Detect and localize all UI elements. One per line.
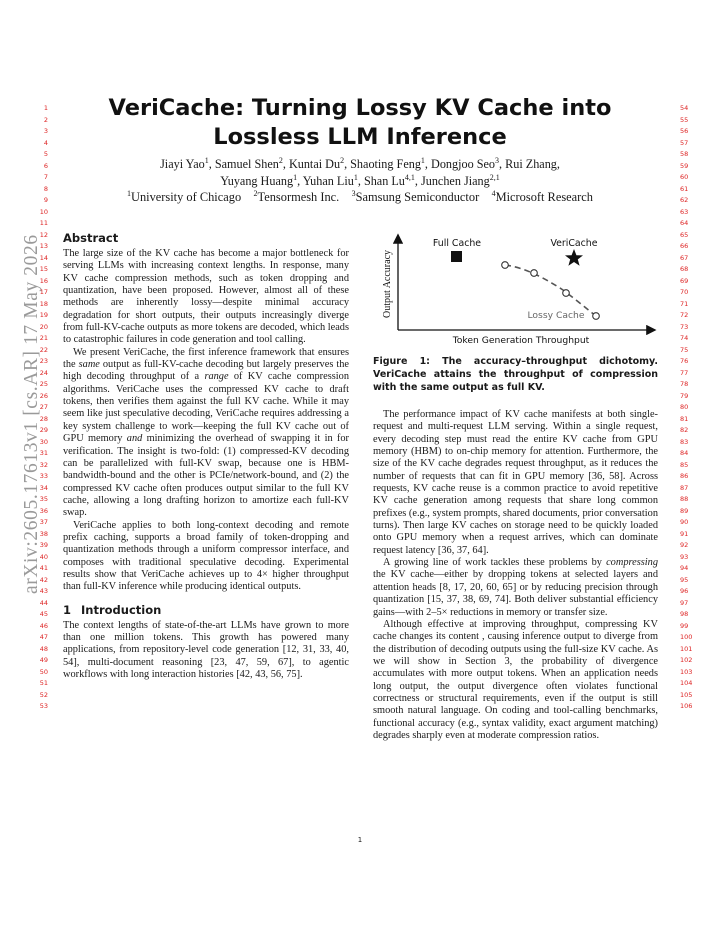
line-number: 31 [39,449,48,457]
line-number: 27 [39,403,48,411]
lossy-point-4 [593,313,600,320]
line-number: 53 [39,702,48,710]
section-title: Introduction [81,602,162,617]
line-number: 33 [39,472,48,480]
line-number: 37 [39,518,48,526]
abstract-p2-segment: minimizing the overhead of swapping it in for verification. The insight is two-fold: (1) compressed-KV decoding can be parallelized with full-KV swap, because one is HBM-bandwidth-bound and the other is PCIe/network-bound, and (2) the compressed KV cache often produces output similar to the full KV cache, allowing a long drafting horizon to amortize each full-KV swap. [63,433,349,519]
line-number: 90 [680,518,689,526]
author-affiliation-mark: 4,1 [404,172,415,182]
line-number: 88 [680,495,689,503]
affiliation-mark: 3 [351,189,356,199]
line-number: 70 [680,288,689,296]
line-number: 13 [39,242,48,250]
line-number: 21 [39,334,48,342]
author-name: Samuel Shen [214,157,279,171]
author-name: Yuyang Huang [220,173,294,188]
author-name: Dongjoo Seo [431,157,495,171]
line-number: 26 [39,391,48,400]
section-number: 1 [63,602,72,617]
line-number: 89 [680,506,689,515]
author-affiliation-mark: 1 [420,155,425,165]
lossy-point-3 [563,290,570,297]
line-number: 38 [39,529,48,538]
author-name: Shan Lu [363,173,405,188]
abstract-p2-segment: We present VeriCache, the first inference framework that ensures the [63,346,349,371]
author-affiliation-mark: 2,1 [489,172,500,182]
abstract-p2-segment: range [204,371,229,383]
line-numbers-left [28,103,48,713]
line-number: 42 [39,575,48,584]
line-number: 73 [680,322,689,331]
line-number: 82 [680,426,689,434]
intro-paragraph-3 [373,557,658,619]
arxiv-stamp: arXiv:2605.17613v1 [cs.AR] 17 May 2026 [21,234,42,594]
line-number: 9 [43,196,48,204]
line-number: 51 [39,679,48,687]
line-number: 1 [43,104,48,112]
line-number: 65 [680,230,689,239]
line-number: 67 [680,253,689,262]
line-number: 40 [39,552,48,561]
line-number: 46 [39,621,48,630]
line-number: 101 [680,644,693,653]
author-name: Kuntai Du [288,157,341,171]
abstract-paragraph-3: VeriCache applies to both long-context decoding and remote prefix caching, supports a broad family of token-dropping and quantization methods through a uniform compressor interface, and composes with traditional speculative decoding. Experimental results show that VeriCache achieves up to 4× higher throughput than full-KV inference while producing identical outputs. [63,519,349,593]
figure-accuracy-throughput [375,232,660,348]
abstract-paragraph-2 [63,347,349,520]
line-number: 12 [39,230,48,239]
line-number: 97 [680,598,689,607]
line-number: 30 [39,437,48,446]
affiliation-mark: 4 [491,189,496,199]
author-affiliation-mark: 1 [293,172,298,182]
affiliation-mark: 1 [127,189,132,199]
line-number: 92 [680,541,689,549]
line-number: 28 [39,414,48,423]
lossy-cache-curve [505,265,596,316]
vericache-label: VeriCache [550,238,598,249]
line-number: 11 [39,219,48,227]
author-block [58,156,662,206]
intro-p3-segment: the KV cache—either by dropping tokens at selected layers and attention heads [8, 17, 20, 60, 65] or by reducing precision through quantization [15, 37, 38, 69, 74]. Both deliver substantial efficiency gains—with 2–5× reductions in memory or transfer size. [373,569,658,618]
line-number: 29 [39,426,48,434]
affiliation-name: Samsung Semiconductor [355,190,480,205]
line-number: 23 [39,357,48,365]
line-number: 35 [39,495,48,503]
line-number: 47 [39,633,48,641]
line-number: 7 [43,173,48,181]
line-number: 81 [680,414,689,423]
line-number: 68 [680,265,689,273]
line-number: 14 [39,253,48,262]
lossy-cache-label: Lossy Cache [527,310,585,321]
full-cache-label: Full Cache [432,238,482,249]
abstract-p2-segment: output as full-KV-cache decoding but largely preserves the high decoding throughput of a [63,359,349,383]
line-number: 45 [39,610,48,618]
line-number: 61 [680,184,689,193]
line-number: 102 [680,656,693,664]
line-number: 72 [680,311,689,319]
line-number: 57 [680,138,689,147]
line-number: 4 [43,138,48,147]
left-column [63,232,349,681]
line-number: 15 [39,265,48,273]
line-number: 48 [39,644,48,653]
line-number: 16 [39,276,48,285]
line-number: 79 [680,391,689,400]
author-name: Jiayi Yao [160,157,205,171]
lossy-point-1 [502,262,509,269]
affiliation-name: Microsoft Research [495,190,593,205]
line-number: 76 [680,357,689,365]
line-number: 56 [680,127,689,135]
line-number: 49 [39,656,48,664]
line-number: 58 [680,150,689,158]
author-affiliation-mark: 2 [340,155,345,165]
authors-line-2: Yuyang Huang$^1$, Yuhan Liu$^1$, Shan Lu$^{4,1}$, Junchen Jiang$^{2,1}$ [220,172,500,188]
intro-p3-segment: compressing [606,557,658,569]
abstract-paragraph-1: The large size of the KV cache has become a major bottleneck for serving LLMs with increasing context lengths. In response, many KV cache compression methods, such as token dropping and quantization, have been proposed. However, almost all of these methods are inherently lossy—despite minimal accuracy degradation for short outputs, their outputs increasingly diverge from full-KV-cache outputs as more tokens are decoded, which leads to catastrophic failures in code generation and tool calling. [63,248,349,346]
line-number: 3 [43,127,48,135]
line-number: 99 [680,621,689,630]
line-number: 54 [680,104,689,112]
line-number: 75 [680,345,689,354]
line-numbers-right [680,103,700,713]
vericache-star-marker [565,249,583,266]
line-number: 96 [680,587,689,595]
y-axis-label: Output Accuracy [382,249,393,319]
line-number: 71 [680,299,689,308]
affiliation-name: Tensormesh Inc. [257,190,340,205]
line-number: 64 [680,219,689,227]
line-number: 95 [680,575,689,584]
x-axis-label: Token Generation Throughput [452,335,590,346]
line-number: 18 [39,299,48,308]
line-number: 19 [39,311,48,319]
page-number: 1 [357,836,363,844]
line-number: 44 [39,598,48,607]
line-number: 106 [680,702,693,710]
author-name: Shaoting Feng [350,157,421,171]
line-number: 105 [680,690,693,699]
author-affiliation-mark: 3 [495,155,499,165]
affiliation-mark: 2 [253,189,258,199]
line-number: 36 [39,506,48,515]
line-number: 77 [680,368,689,377]
line-number: 103 [680,667,693,676]
author-affiliation-mark: 1 [353,172,358,182]
line-number: 20 [39,322,48,331]
line-number: 93 [680,552,689,561]
line-number: 63 [680,207,689,216]
line-number: 34 [39,483,48,492]
line-number: 91 [680,529,689,538]
intro-p3-segment: A growing line of work tackles these problems by [383,557,607,569]
line-number: 2 [43,115,48,124]
line-number: 41 [39,564,48,572]
author-affiliation-mark: 1 [204,155,209,165]
line-number: 24 [39,368,48,377]
line-number: 69 [680,276,689,285]
intro-paragraph-1: The context lengths of state-of-the-art LLMs have grown to more than one million tokens. This growth has powered many applications, from repository-level code generation [12, 31, 33, 40, 54], multi-document reasoning [23, 47, 59, 67], to agentic workflows with long interaction histories [42, 43, 56, 75]. [63,619,349,680]
line-number: 78 [680,380,689,388]
line-number: 62 [680,196,689,204]
line-number: 50 [39,667,48,676]
line-number: 83 [680,437,689,446]
abstract-p2-segment: and [126,433,143,445]
line-number: 22 [39,345,48,354]
line-number: 39 [39,541,48,549]
line-number: 94 [680,564,689,572]
author-name: Rui Zhang [505,157,557,171]
author-name: Junchen Jiang [421,173,490,188]
line-number: 52 [39,690,48,699]
figure-caption: Figure 1: The accuracy–throughput dichotomy. VeriCache attains the throughput of compression with the same output as full KV. [373,356,658,394]
right-column [373,409,658,742]
author-name: Yuhan Liu [302,173,354,188]
abstract-p2-segment: of KV cache compression algorithms. VeriCache uses the compressed KV cache to draft tokens, then verifies them against the full KV cache. While it may seem like just speculative decoding, VeriCache requires addressing a key system challenge to work—keeping the full KV cache out of GPU memory [63,371,349,445]
authors-line-1: Jiayi Yao$^1$, Samuel Shen$^2$, Kuntai Du$^2$, Shaoting Feng$^1$, Dongjoo Seo$^3$, Rui Zhang, [160,155,560,171]
line-number: 17 [39,288,48,296]
abstract-p2-segment: same [78,359,100,371]
line-number: 60 [680,173,689,181]
line-number: 100 [680,633,693,641]
affiliations [58,189,662,206]
introduction-heading [63,604,349,617]
line-number: 86 [680,472,689,480]
line-number: 84 [680,449,689,457]
intro-paragraph-4: Although effective at improving throughput, compressing KV cache changes its content , causing inference output to diverge from the distribution of decoding outputs using the full-size KV cache. As we will show in Section 3, the probability of divergence accumulates with more output tokens. When an application needs long output, the output divergence often violates functional correctness or structural requirements, even if the output is still smooth natural language. On coding and tool-calling benchmarks, functional accuracy (e.g., syntax validity, exact argument matching) degrades sharply even at moderate compression ratios. [373,618,658,741]
line-number: 5 [43,150,48,158]
line-number: 104 [680,679,693,687]
paper-title: VeriCache: Turning Lossy KV Cache into Lossless LLM Inference [108,95,612,150]
line-number: 43 [39,587,48,595]
line-number: 59 [680,161,689,170]
line-number: 80 [680,403,689,411]
full-cache-square-marker [451,251,462,262]
line-number: 74 [680,334,689,342]
line-number: 25 [39,380,48,388]
line-number: 8 [43,184,48,193]
abstract-heading: Abstract [63,231,119,245]
line-number: 55 [680,115,689,124]
line-number: 10 [39,207,48,216]
line-number: 87 [680,483,689,492]
line-number: 6 [43,161,48,170]
lossy-point-2 [531,270,538,277]
author-affiliation-mark: 2 [278,155,283,165]
intro-paragraph-2: The performance impact of KV cache manifests at both single-request and multi-request LLM serving. Within a single request, every decoding step must read the entire KV cache from GPU memory (HBM) to on-chip memory for attention. Furthermore, the size of the KV cache degrades request throughput, as it reduces the number of requests that can fit in GPU memory [36, 58]. Across requests, KV cache reuse is a common practice to avoid repetitive KV cache generation among requests that share long common prefixes (e.g., system prompts, shared documents, prior conversation turns). Then large KV caches on storage need to be quickly loaded onto GPU memory when a request arrives, which can dominate request latency [36, 37, 64]. [373,409,658,556]
line-number: 98 [680,610,689,618]
line-number: 85 [680,460,689,469]
line-number: 32 [39,460,48,469]
affiliation-name: University of Chicago [131,190,242,205]
line-number: 66 [680,242,689,250]
